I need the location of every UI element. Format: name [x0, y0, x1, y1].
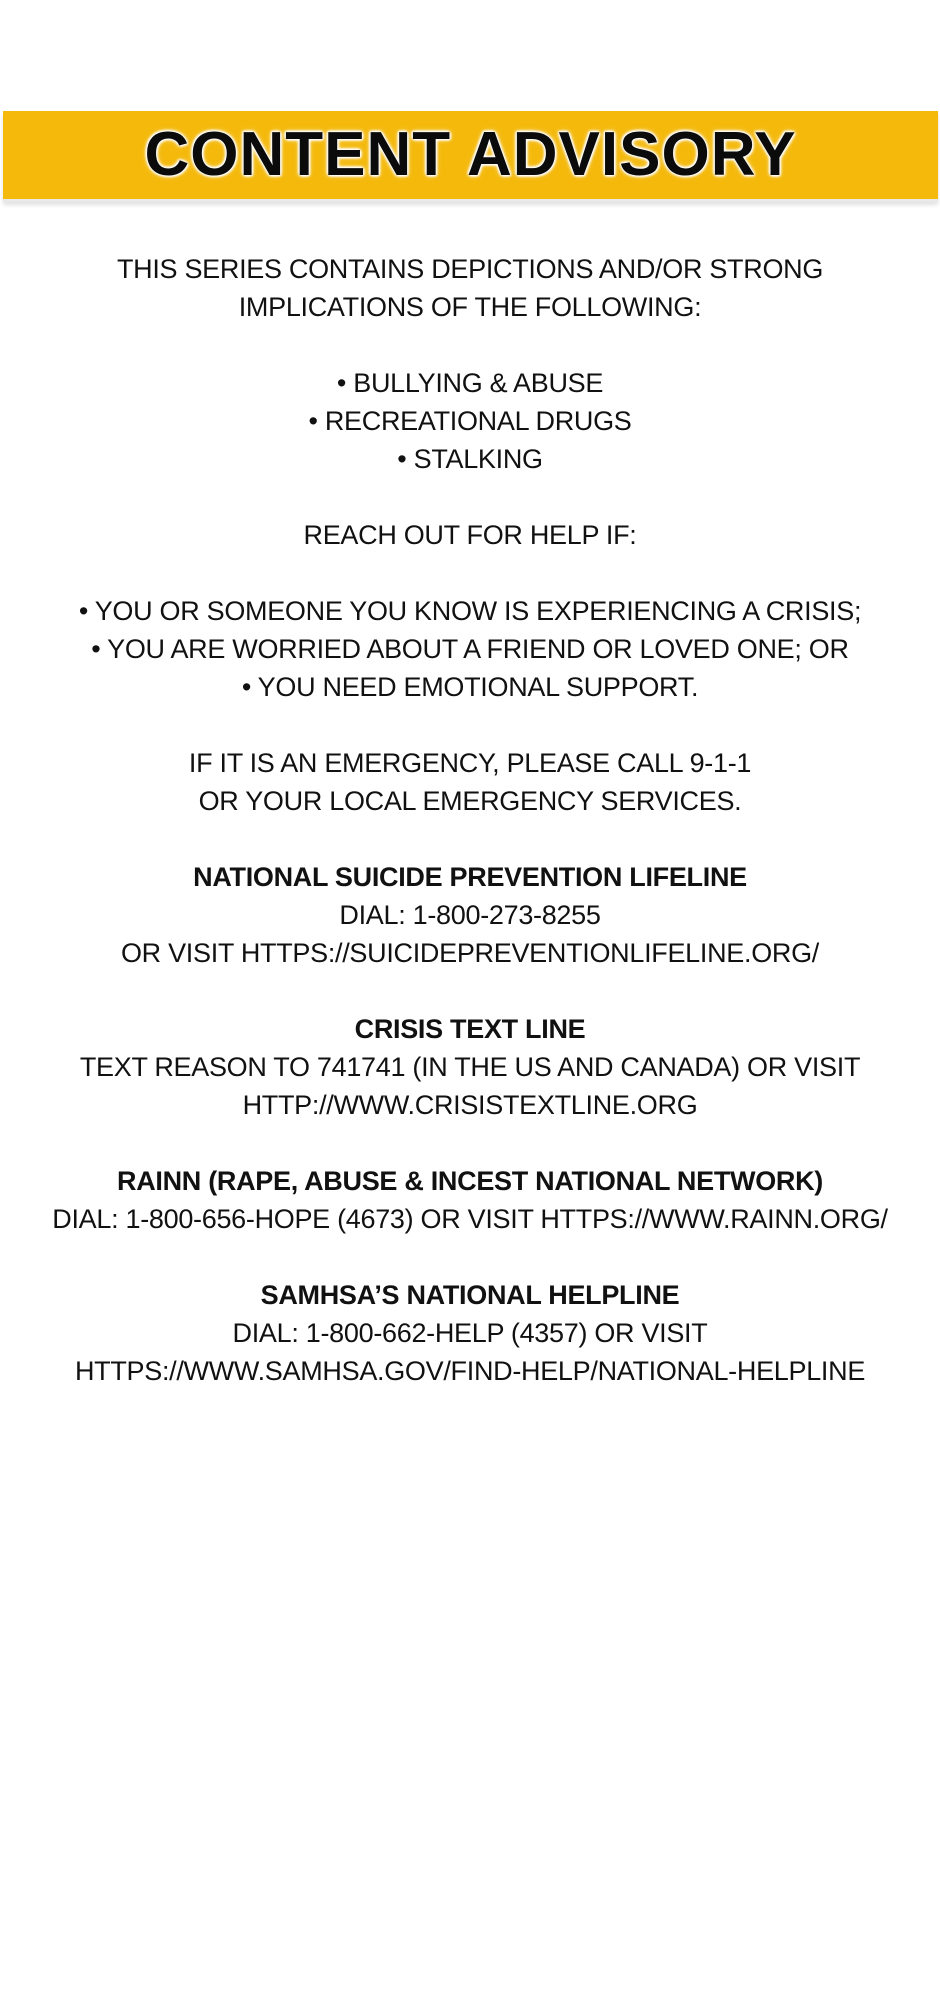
help-item: • YOU NEED EMOTIONAL SUPPORT.: [241, 672, 699, 702]
intro-line-2: IMPLICATIONS OF THE FOLLOWING:: [238, 292, 702, 322]
resource-link-lifeline[interactable]: OR VISIT HTTPS://SUICIDEPREVENTIONLIFELINE.ORG/: [120, 938, 820, 968]
resource-name-crisis-text-line: CRISIS TEXT LINE: [354, 1014, 586, 1044]
resource-name-lifeline: NATIONAL SUICIDE PREVENTION LIFELINE: [193, 862, 747, 892]
banner-title: CONTENT ADVISORY: [144, 120, 797, 189]
resource-name-samhsa: SAMHSA’S NATIONAL HELPLINE: [260, 1280, 680, 1310]
advisory-content: [0, 250, 940, 1390]
advisory-banner: [3, 111, 938, 202]
resource-detail: DIAL: 1-800-662-HELP (4357) OR VISIT: [232, 1318, 708, 1348]
resource-link-samhsa[interactable]: HTTPS://WWW.SAMHSA.GOV/FIND-HELP/NATIONAL-HELPLINE: [74, 1356, 866, 1386]
help-heading: REACH OUT FOR HELP IF:: [303, 520, 637, 550]
help-item: • YOU ARE WORRIED ABOUT A FRIEND OR LOVED ONE; OR: [91, 634, 849, 664]
emergency-line-2: OR YOUR LOCAL EMERGENCY SERVICES.: [198, 786, 742, 816]
warning-item: • RECREATIONAL DRUGS: [308, 406, 632, 436]
resource-name-rainn: RAINN (RAPE, ABUSE & INCEST NATIONAL NETWORK): [117, 1166, 823, 1196]
intro-line-1: THIS SERIES CONTAINS DEPICTIONS AND/OR STRONG: [116, 254, 824, 284]
resource-link-rainn[interactable]: DIAL: 1-800-656-HOPE (4673) OR VISIT HTTPS://WWW.RAINN.ORG/: [52, 1204, 888, 1234]
resource-detail: DIAL: 1-800-273-8255: [339, 900, 601, 930]
resource-detail: TEXT REASON TO 741741 (IN THE US AND CANADA) OR VISIT: [79, 1052, 861, 1082]
warning-item: • BULLYING & ABUSE: [336, 368, 604, 398]
resource-link-crisis-text-line[interactable]: HTTP://WWW.CRISISTEXTLINE.ORG: [242, 1090, 698, 1120]
emergency-line-1: IF IT IS AN EMERGENCY, PLEASE CALL 9-1-1: [188, 748, 752, 778]
help-item: • YOU OR SOMEONE YOU KNOW IS EXPERIENCING A CRISIS;: [78, 596, 862, 626]
warning-item: • STALKING: [397, 444, 543, 474]
